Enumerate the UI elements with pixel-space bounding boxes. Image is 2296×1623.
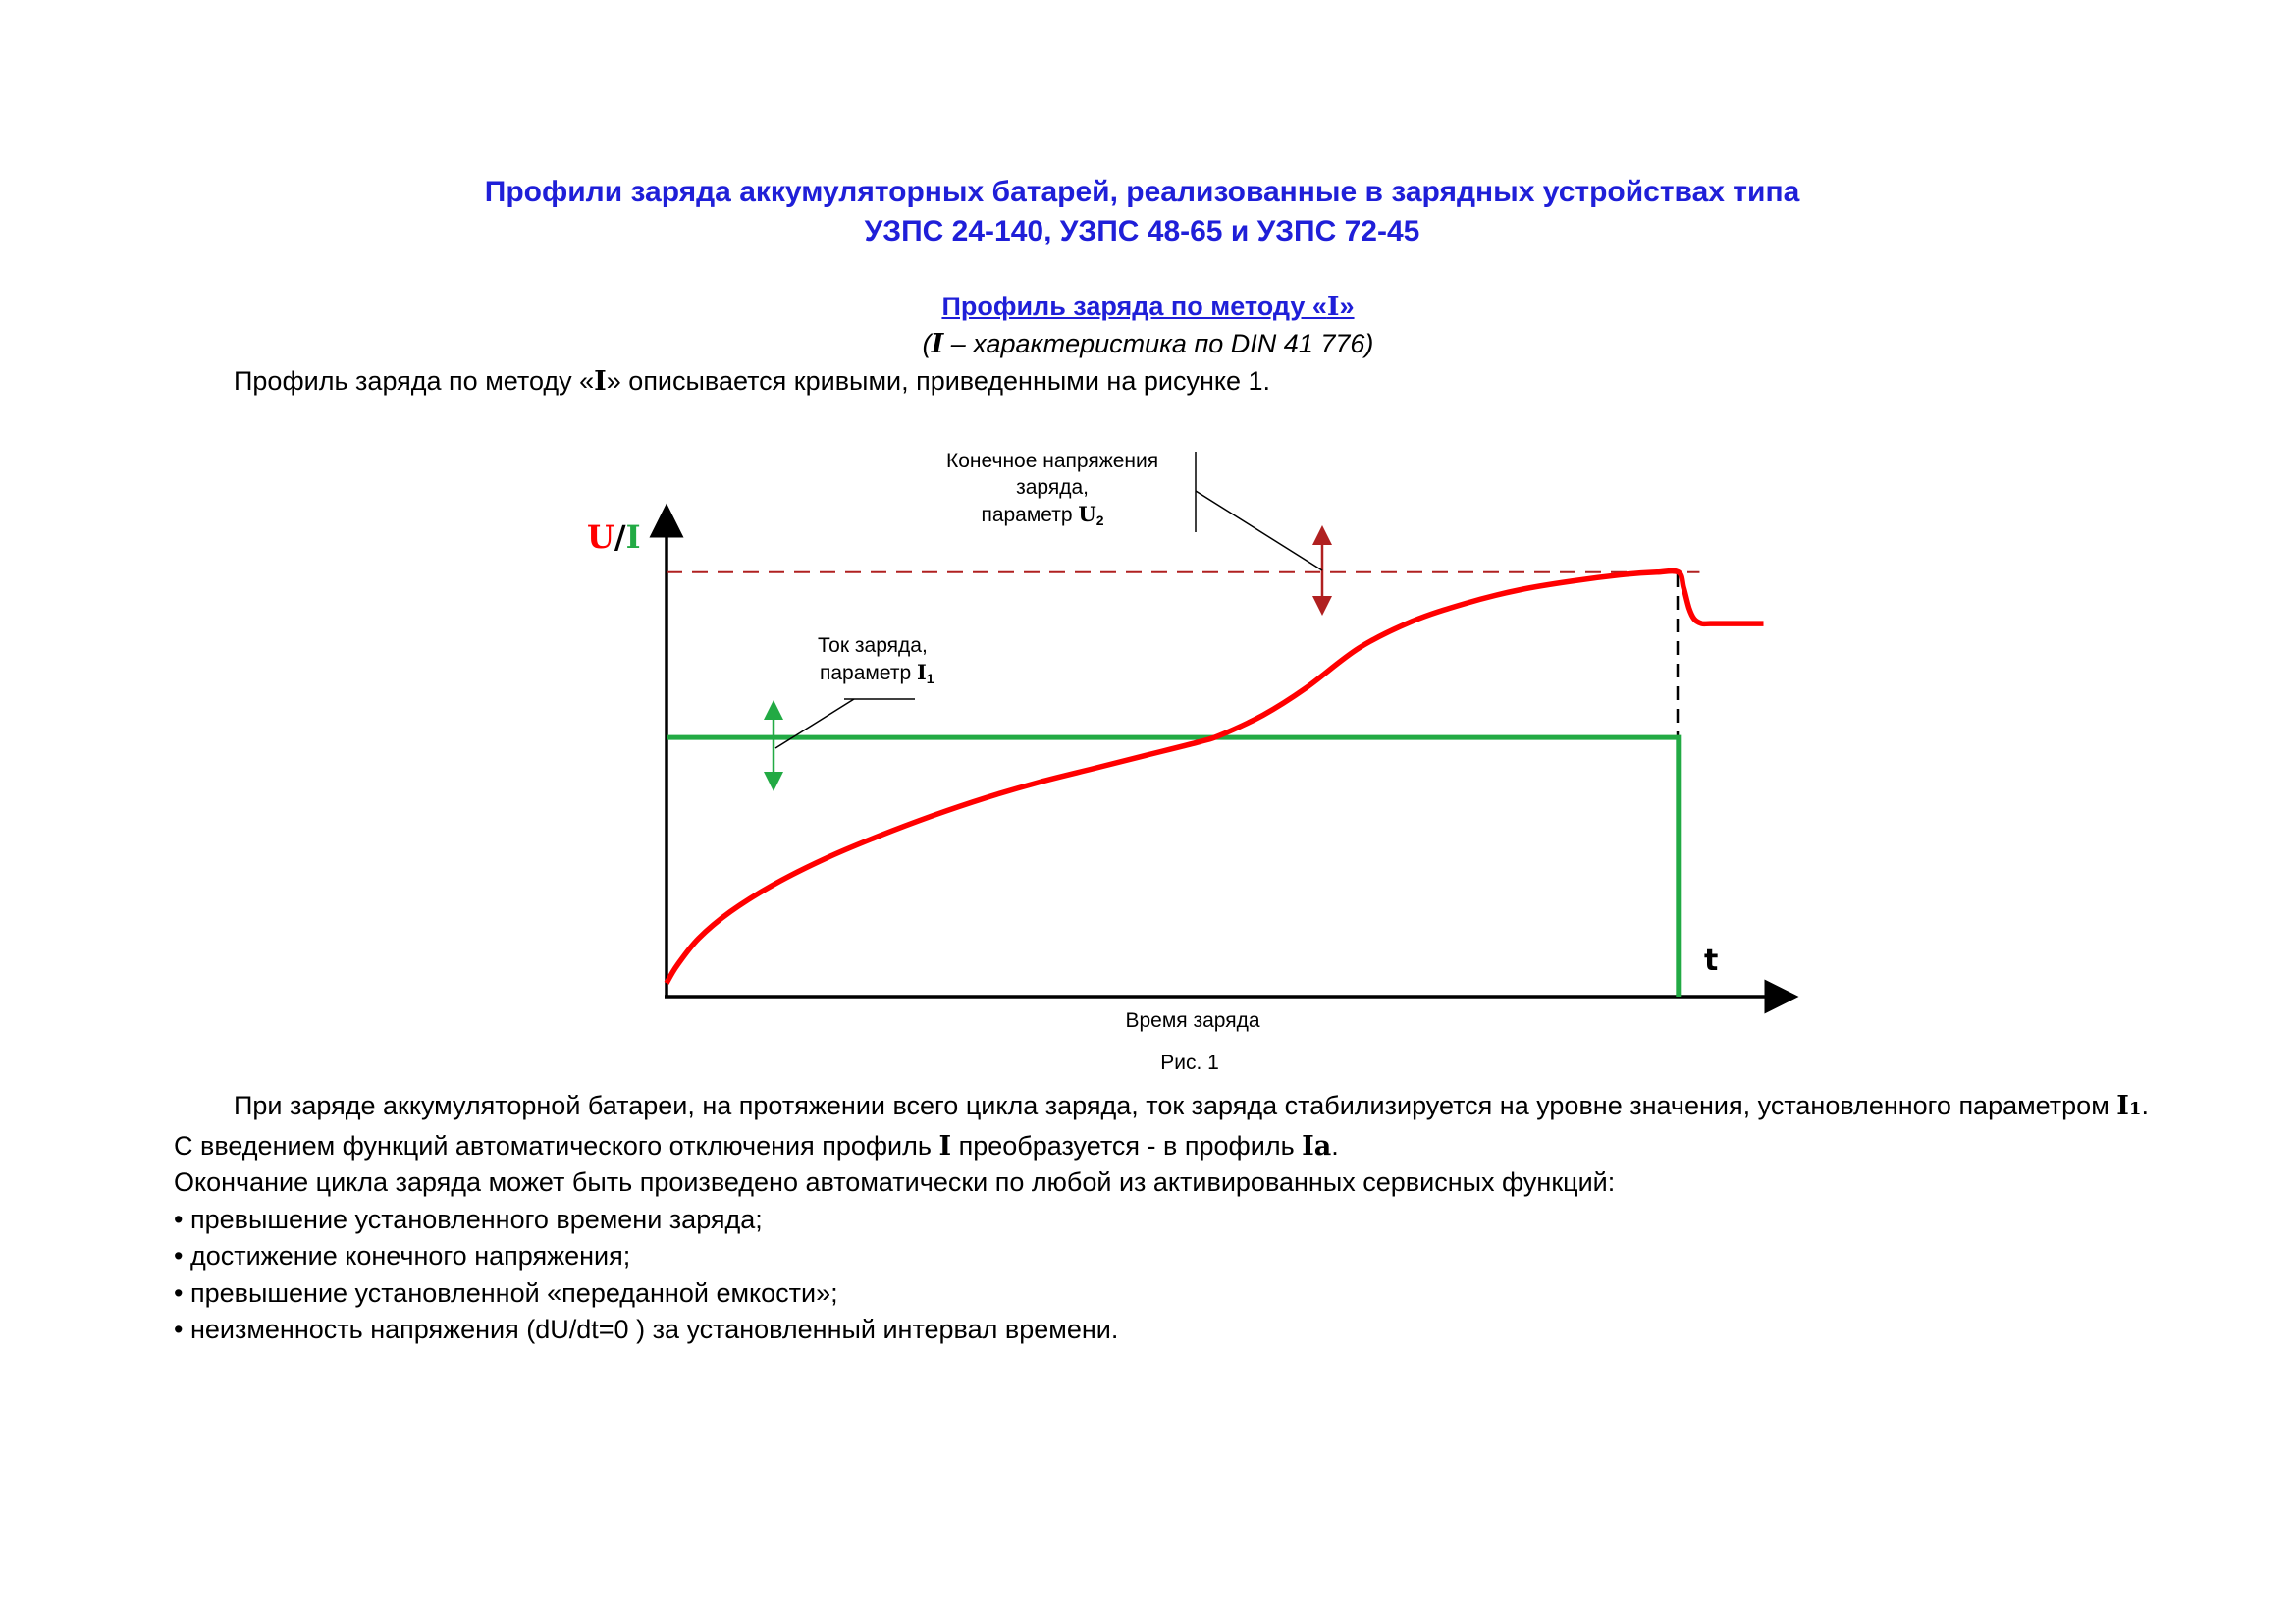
note-rest: – характеристика по DIN 41 776) [943,329,1374,358]
i1-annotation-line2: параметр [820,662,917,684]
current-curve [667,737,1679,997]
para1-param: I [2116,1091,2129,1121]
heading-prefix: Профиль заряда по методу « [941,292,1327,321]
x-axis-label: Время заряда [1125,1009,1260,1032]
bullet-item: • превышение установленной «переданной емкости»; [174,1277,838,1308]
i1-param: I [916,660,927,684]
intro-prefix: Профиль заряда по методу « [234,366,595,396]
y-label-slash: / [614,518,626,556]
paragraph-3: Окончание цикла заряда может быть произведено автоматически по любой из активированных сервисных функций: [174,1167,1616,1197]
paragraph-1 [174,1088,2235,1128]
heading-suffix: » [1339,292,1355,321]
figure-caption: Рис. 1 [1160,1052,1219,1074]
u2-annotation-line1: Конечное напряжения [946,450,1159,472]
para1-text: При заряде аккумуляторной батареи, на протяжении всего цикла заряда, ток заряда стабилизируется на уровне значения, установленного параметром [234,1091,2117,1120]
voltage-curve [667,571,1764,984]
bullet-item: • неизменность напряжения (dU/dt=0 ) за установленный интервал времени. [174,1315,1119,1344]
u2-param-sub: 2 [1095,513,1104,528]
note-symbol: I [931,329,944,359]
bullet-item: • достижение конечного напряжения; [174,1241,631,1271]
intro-suffix: » описывается кривыми, приведенными на рисунке 1. [606,366,1271,396]
u2-annotation-line2: заряда, [1016,476,1090,499]
note-open: ( [922,329,932,358]
i1-annotation-line1: Ток заряда, [818,634,928,657]
i1-annotation [818,634,934,686]
heading-symbol: I [1326,292,1340,322]
title-line-1: Профили заряда аккумуляторных батарей, реализованные в зарядных устройствах типа [484,176,1800,208]
y-axis-label [587,518,641,556]
u2-param: U [1078,502,1096,526]
i1-leader-diagonal [775,699,854,748]
i1-param-sub: 1 [926,671,934,686]
para2-profile-1: I [938,1130,952,1162]
para2-text: С введением функций автоматического отключения профиль [174,1130,939,1161]
bullet-item: • превышение установленного времени заряда; [174,1204,763,1234]
x-axis-symbol: t [1704,944,1719,978]
title-line-2: УЗПС 24-140, УЗПС 48-65 и УЗПС 72-45 [864,215,1420,247]
y-label-u: U [587,518,614,556]
paragraph-2 [174,1128,2235,1165]
para1-param-sub: 1 [2128,1099,2142,1119]
body-text [174,1088,2235,1349]
para2-profile-2: Ia [1302,1130,1332,1162]
u2-annotation [946,450,1164,528]
para2-mid: преобразуется - в профиль [951,1130,1303,1161]
intro-symbol: I [594,366,607,397]
y-label-i: I [625,518,641,556]
u2-annotation-line3: параметр [981,504,1079,526]
para1-end: . [2141,1091,2149,1120]
para2-end: . [1331,1130,1339,1161]
u2-leader-diagonal [1196,491,1322,570]
